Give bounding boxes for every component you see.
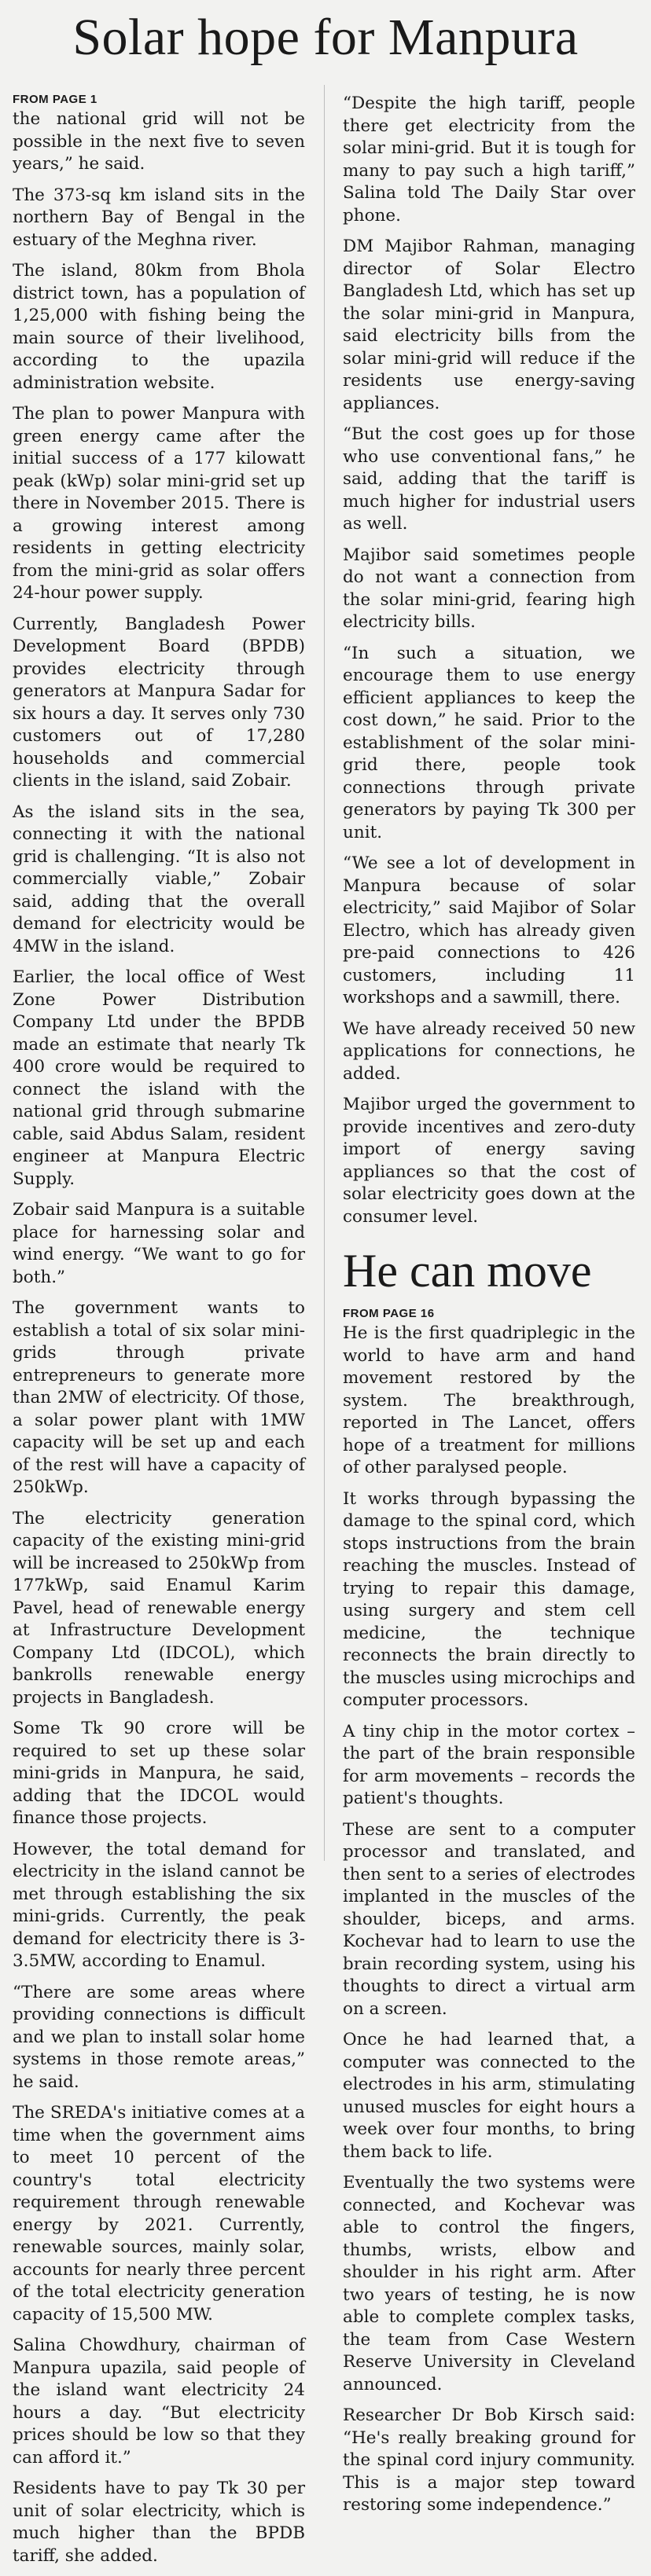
paragraph: However, the total demand for electricity in the island cannot be met through establishing the six mini-grids. Currently, the peak demand for electricity there is 3-3.5MW, according to Enamul. [13, 1839, 305, 1971]
paragraph: The electricity generation capacity of the existing mini-grid will be increased to 250kWp from 177kWp, said Enamul Karim Pavel, head of renewable energy at Infrastructure Development Company Ltd (IDCOL), which bankrolls renewable energy projects in Bangladesh. [13, 1508, 305, 1708]
paragraph: “We see a lot of development in Manpura because of solar electricity,” said Majibor of Solar Electro, which has already given pre-paid connections to 426 customers, including 11 workshops and a sawmill, there. [343, 853, 635, 1007]
paragraph: A tiny chip in the motor cortex – the part of the brain responsible for arm movements – records the patient's thoughts. [343, 1721, 635, 1808]
paragraph: “In such a situation, we encourage them to use energy efficient appliances to keep the cost down,” he said. Prior to the establishment of the solar mini-grid there, people took connections through private generators by paying Tk 300 per unit. [343, 643, 635, 842]
paragraph: The island, 80km from Bhola district town, has a population of 1,25,000 with fishing being the main source of their livelihood, according to the upazila administration website. [13, 261, 305, 393]
paragraph: As the island sits in the sea, connecting it with the national grid is challenging. “It is also not commercially viable,” Zobair said, adding that the overall demand for electricity would be 4MW in the island. [13, 802, 305, 956]
paragraph: The government wants to establish a total of six solar mini-grids through private entrepreneurs to generate more than 2MW of electricity. Of those, a solar power plant with 1MW capacity will be set up and each of the rest will have a capacity of 250kWp. [13, 1298, 305, 1497]
paragraph: Residents have to pay Tk 30 per unit of solar electricity, which is much higher than the BPDB tariff, she added. [13, 2479, 305, 2566]
paragraph: Majibor urged the government to provide incentives and zero-duty import of energy saving appliances so that the cost of solar electricity goes down at the consumer level. [343, 1095, 635, 1227]
paragraph: The SREDA's initiative comes at a time when the government aims to meet 10 percent of the country's total electricity requirement through renewable energy by 2021. Currently, renewable sources, mainly solar, accounts for nearly three percent of the total electricity generation capacity of 15,500 MW. [13, 2103, 305, 2325]
paragraph: Earlier, the local office of West Zone Power Distribution Company Ltd under the BPDB made an estimate that nearly Tk 400 crore would be required to connect the island with the national grid through submarine cable, said Abdus Salam, resident engineer at Manpura Electric Supply. [13, 967, 305, 1189]
paragraph: DM Majibor Rahman, managing director of Solar Electro Bangladesh Ltd, which has set up the solar mini-grid in Manpura, said electricity bills from the solar mini-grid will reduce if the residents use energy-saving appliances. [343, 237, 635, 413]
jump-label-page-16: FROM PAGE 16 [343, 1307, 435, 1320]
paragraph: He is the first quadriplegic in the world to have arm and hand movement restored by the system. The breakthrough, reported in The Lancet, offers hope of a treatment for millions of other paralysed people. [343, 1323, 635, 1477]
paragraph: “There are some areas where providing connections is difficult and we plan to install solar home systems in those remote areas,” he said. [13, 1982, 305, 2092]
paragraph: Majibor said sometimes people do not want a connection from the solar mini-grid, fearing high electricity bills. [343, 545, 635, 632]
paragraph: Currently, Bangladesh Power Development Board (BPDB) provides electricity through generators at Manpura Sadar for six hours a day. It serves only 730 customers out of 17,280 households and commercial clients in the island, said Zobair. [13, 614, 305, 791]
paragraph: Eventually the two systems were connected, and Kochevar was able to control the fingers, thumbs, wrists, elbow and shoulder in his right arm. After two years of testing, he is now able to complete complex tasks, the team from Case Western Reserve University in Cleveland announced. [343, 2173, 635, 2394]
article-headline-solar: Solar hope for Manpura [72, 9, 579, 66]
paragraph: Salina Chowdhury, chairman of Manpura upazila, said people of the island want electricity 24 hours a day. “But electricity prices should be low so that they can afford it.” [13, 2336, 305, 2468]
paragraph: Some Tk 90 crore will be required to set up these solar mini-grids in Manpura, he said, adding that the IDCOL would finance those projects. [13, 1719, 305, 1828]
column-divider [324, 85, 325, 1861]
paragraph: “Despite the high tariff, people there get electricity from the solar mini-grid. But it is tough for many to pay such a high tariff,” Salina told The Daily Star over phone. [343, 94, 635, 226]
paragraph: It works through bypassing the damage to the spinal cord, which stops instructions from the brain reaching the muscles. Instead of trying to repair this damage, using surgery and stem cell medicine, the technique reconnects the brain directly to the muscles using microchips and computer processors. [343, 1488, 635, 1710]
paragraph: Once he had learned that, a computer was connected to the electrodes in his arm, stimulating unused muscles for eight hours a week over four months, to bring them back to life. [343, 2030, 635, 2162]
article-headline-he-can-move: He can move [343, 1245, 592, 1297]
paragraph: These are sent to a computer processor and translated, and then sent to a series of electrodes implanted in the muscles of the shoulder, biceps, and arms. Kochevar had to learn to use the brain recording system, using his thoughts to direct a virtual arm on a screen. [343, 1819, 635, 2019]
left-column [13, 93, 305, 2576]
paragraph: the national grid will not be possible in the next five to seven years,” he said. [13, 109, 305, 174]
paragraph: The 373-sq km island sits in the northern Bay of Bengal in the estuary of the Meghna river. [13, 185, 305, 250]
paragraph: The plan to power Manpura with green energy came after the initial success of a 177 kilowatt peak (kWp) solar mini-grid set up there in November 2015. There is a growing interest among residents in getting electricity from the mini-grid as solar offers 24-hour power supply. [13, 404, 305, 603]
jump-label-page-1: FROM PAGE 1 [13, 93, 97, 106]
paragraph: We have already received 50 new applications for connections, he added. [343, 1018, 635, 1084]
paragraph: Researcher Dr Bob Kirsch said: “He's really breaking ground for the spinal cord injury community. This is a major step toward restoring some independence.” [343, 2405, 635, 2515]
right-column [343, 93, 635, 2526]
paragraph: “But the cost goes up for those who use conventional fans,” he said, adding that the tariff is much higher for industrial users as well. [343, 424, 635, 534]
paragraph: Zobair said Manpura is a suitable place for harnessing solar and wind energy. “We want to go for both.” [13, 1200, 305, 1287]
